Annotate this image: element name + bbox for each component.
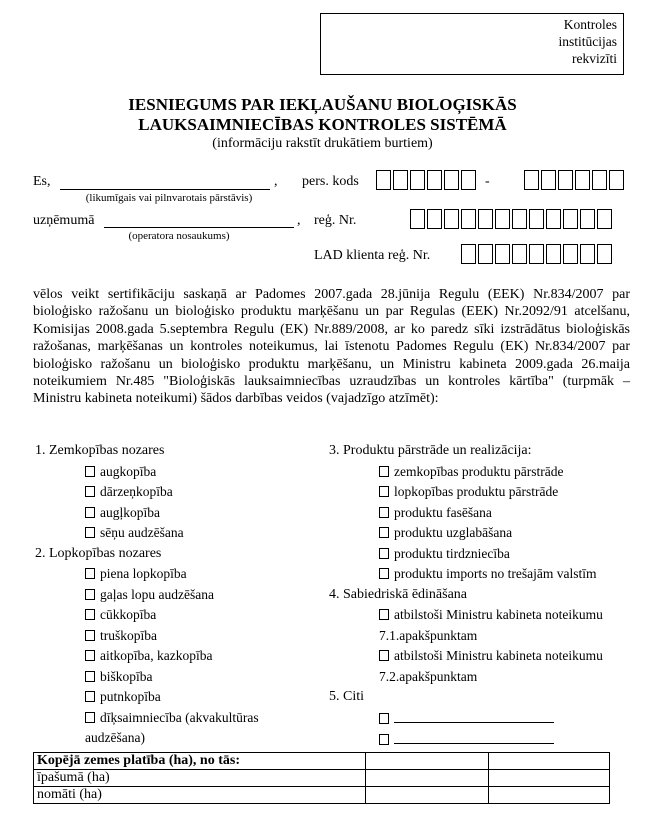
digit-box[interactable] [575,170,590,190]
form-subtitle: (informāciju rakstīt drukātiem burtiem) [212,136,433,151]
activity-checkbox-item[interactable] [85,626,295,647]
digit-box[interactable] [444,209,459,229]
representative-hint: (likumīgais vai pilnvarotais pārstāvis) [85,192,253,204]
activity-checkbox-item[interactable] [379,605,619,646]
digit-box[interactable] [495,244,510,264]
digit-box[interactable] [580,244,595,264]
table-row [34,753,610,770]
checkbox[interactable] [379,734,389,745]
activity-checkbox-item[interactable] [379,729,619,751]
digit-box[interactable] [541,170,556,190]
digit-box[interactable] [512,244,527,264]
digit-box[interactable] [427,209,442,229]
checkbox-label: dīķsaimniecība (akvakultūras audzēšana) [85,709,259,745]
other-activity-field[interactable] [394,708,554,723]
section-title: 3. Produktu pārstrāde un realizācija: [329,443,532,458]
activity-checkbox-item[interactable] [85,646,295,667]
representative-name-field[interactable] [60,189,270,190]
checkbox[interactable] [379,527,389,538]
checkbox[interactable] [379,609,389,620]
checkbox[interactable] [85,630,95,641]
digit-box[interactable] [410,209,425,229]
activity-checkbox-item[interactable] [85,462,295,483]
digit-box[interactable] [609,170,624,190]
activity-checkbox-item[interactable] [85,503,295,524]
checkbox[interactable] [379,507,389,518]
checkbox-label: produktu imports no trešajām valstīm [394,566,597,581]
reg-number-label: reģ. Nr. [314,213,357,228]
digit-box[interactable] [558,170,573,190]
owned-area-cell[interactable] [366,770,489,787]
digit-box[interactable] [563,209,578,229]
activity-checkbox-item[interactable] [379,708,619,730]
right-activity-column [329,441,619,751]
reg-number-boxes[interactable] [410,209,614,229]
table-row [34,770,610,787]
section-title: 5. Citi [329,689,365,704]
personal-code-label: pers. kods [302,174,359,189]
personal-code-dash: - [485,174,490,189]
checkbox-label: putnkopība [100,689,161,704]
activity-checkbox-item[interactable] [85,523,295,544]
rented-area-cell[interactable] [366,787,489,804]
checkbox[interactable] [85,609,95,620]
checkbox-label: gaļas lopu audzēšana [100,586,214,602]
activity-checkbox-item[interactable] [379,544,619,565]
digit-box[interactable] [461,244,476,264]
checkbox[interactable] [85,507,95,518]
digit-box[interactable] [524,170,539,190]
rented-area-cell-extra[interactable] [489,787,610,804]
company-comma-label: , [297,213,301,228]
total-area-cell[interactable] [366,753,489,770]
digit-box[interactable] [478,209,493,229]
activity-checkbox-item[interactable] [379,462,619,483]
section-title: 1. Zemkopības nozares [35,443,165,458]
checkbox-label: zemkopības produktu pārstrāde [394,463,564,479]
checkbox-label: piena lopkopība [100,566,187,581]
activity-checkbox-item[interactable] [85,605,295,626]
section-title: 2. Lopkopības nozares [35,545,162,561]
activity-checkbox-item[interactable] [379,564,619,585]
control-institution-label: Kontroles institūcijas rekvizīti [558,17,617,66]
checkbox-label: atbilstoši Ministru kabineta noteikumu 7.1.apakšpunktam [379,607,603,643]
activity-checkbox-item[interactable] [85,585,295,606]
checkbox[interactable] [85,486,95,497]
left-activity-column [35,441,295,749]
checkbox-label: augļkopība [100,504,160,520]
checkbox[interactable] [85,589,95,600]
activity-checkbox-item[interactable] [85,667,295,688]
digit-box[interactable] [461,209,476,229]
checkbox[interactable] [379,650,389,661]
activity-checkbox-item[interactable] [85,482,295,503]
owned-area-label: īpašumā (ha) [34,770,366,787]
digit-box[interactable] [529,209,544,229]
personal-code-part1[interactable] [376,170,478,190]
owned-area-cell-extra[interactable] [489,770,610,787]
section-title: 4. Sabiedriskā ēdināšana [329,586,468,602]
activity-checkbox-item[interactable] [379,646,619,687]
land-area-table [33,752,610,804]
digit-box[interactable] [376,170,391,190]
company-hint: (operatora nosaukums) [128,230,230,242]
digit-box[interactable] [592,170,607,190]
checkbox[interactable] [85,712,95,723]
checkbox-label: aitkopība, kazkopība [100,648,213,663]
checkbox-label: produktu tirdzniecība [394,545,510,561]
activity-checkbox-item[interactable] [85,708,295,749]
digit-box[interactable] [478,244,493,264]
checkbox-label: cūkkopība [100,607,157,622]
digit-box[interactable] [580,209,595,229]
activity-checkbox-item[interactable] [379,482,619,503]
digit-box[interactable] [546,209,561,229]
total-area-label: Kopējā zemes platība (ha), no tās: [34,753,366,770]
total-area-cell-extra[interactable] [489,753,610,770]
checkbox[interactable] [379,548,389,559]
digit-box[interactable] [512,209,527,229]
other-activity-field[interactable] [394,729,554,744]
table-row [34,787,610,804]
company-name-field[interactable] [104,227,294,228]
digit-box[interactable] [597,244,612,264]
regulation-paragraph: vēlos veikt sertifikāciju saskaņā ar Padomes 2007.gada 28.jūnija Regulu (EEK) Nr.834/2007 par bioloģisko ražošanu un bioloģisko produktu marķēšanu un par Regulas (EEK) Nr.2092/91 atcelšanu, Komisijas 2008.gada 5.septembra Regulu (EK) Nr.889/2008, ar ko paredz sīki izstrādātus bioloģiskās ražošanas, marķēšanas un kontroles noteikumus, lai īstenotu Padomes Regulu (EK) Nr.834/2007 par bioloģisko ražošanu un bioloģisko produktu marķēšanu, un Ministru kabineta 2009.gada 26.maija noteikumiem Nr.485 "Bioloģiskās lauksaimniecības uzraudzības un kontroles kārtība" (turpmāk – Ministru kabineta noteikumi) šādos darbības veidos (vajadzīgo atzīmēt): [33,287,630,407]
checkbox-label: produktu uzglabāšana [394,525,513,540]
checkbox-label: atbilstoši Ministru kabineta noteikumu 7.2.apakšpunktam [379,648,603,684]
activity-checkbox-item[interactable] [85,564,295,585]
comma-label: , [274,174,278,189]
digit-box[interactable] [461,170,476,190]
digit-box[interactable] [546,244,561,264]
checkbox[interactable] [85,568,95,579]
lad-client-boxes[interactable] [461,244,614,264]
checkbox-label: biškopība [100,668,153,684]
checkbox[interactable] [85,650,95,661]
checkbox[interactable] [85,691,95,702]
activity-checkbox-item[interactable] [85,687,295,708]
checkbox-label: truškopība [100,627,157,643]
activity-checkbox-item[interactable] [379,523,619,544]
activity-checkbox-item[interactable] [379,503,619,524]
digit-box[interactable] [444,170,459,190]
digit-box[interactable] [563,244,578,264]
checkbox[interactable] [379,568,389,579]
rented-area-label: nomāti (ha) [34,787,366,804]
checkbox[interactable] [85,527,95,538]
checkbox[interactable] [379,466,389,477]
checkbox-label: lopkopības produktu pārstrāde [394,484,559,499]
digit-box[interactable] [495,209,510,229]
checkbox-label: dārzeņkopība [100,484,173,499]
checkbox[interactable] [85,466,95,477]
checkbox-label: produktu fasēšana [394,504,492,520]
personal-code-part2[interactable] [524,170,626,190]
digit-box[interactable] [597,209,612,229]
form-title-line1: IESNIEGUMS PAR IEKĻAUŠANU BIOLOĢISKĀS [128,95,517,114]
lad-client-label: LAD klienta reģ. Nr. [314,248,431,263]
checkbox[interactable] [379,713,389,724]
checkbox[interactable] [85,671,95,682]
checkbox-label: sēņu audzēšana [100,525,184,540]
checkbox[interactable] [379,486,389,497]
digit-box[interactable] [410,170,425,190]
digit-box[interactable] [393,170,408,190]
es-label: Es, [33,174,51,189]
company-label: uzņēmumā [33,213,95,228]
form-title-line2: LAUKSAIMNIECĪBAS KONTROLES SISTĒMĀ [138,115,507,134]
checkbox-label: augkopība [100,463,157,479]
control-institution-box [320,13,624,75]
digit-box[interactable] [529,244,544,264]
digit-box[interactable] [427,170,442,190]
